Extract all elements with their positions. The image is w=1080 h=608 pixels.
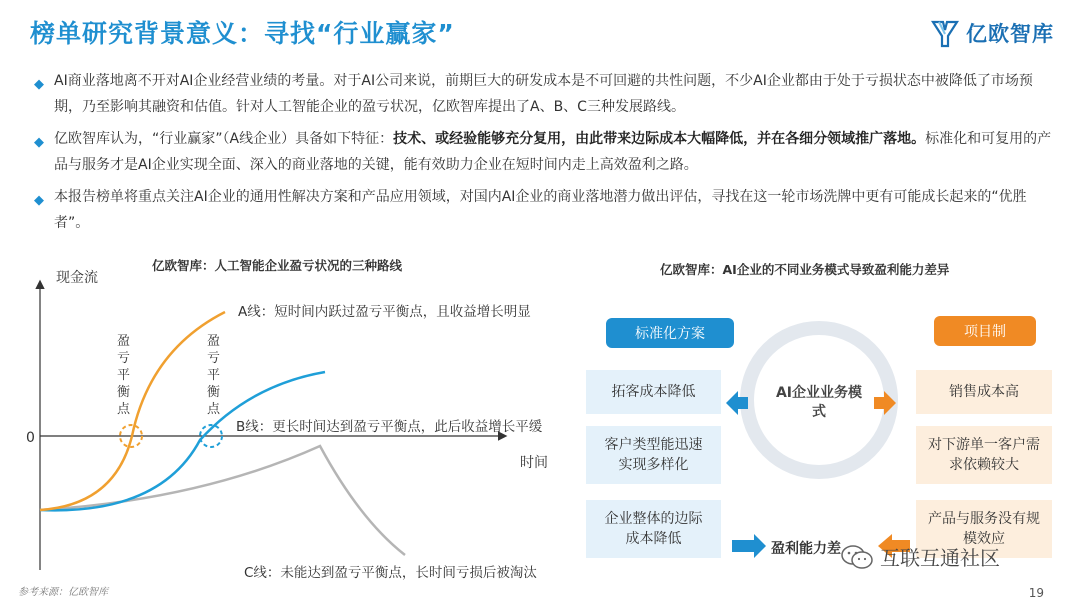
- project-tag: 项目制: [934, 316, 1036, 346]
- standard-solution-tag: 标准化方案: [606, 318, 734, 348]
- bullet-emphasis: 技术、或经验能够充分复用，由此带来边际成本大幅降低，并在各细分领域推广落地。: [393, 131, 926, 147]
- wechat-icon: [840, 544, 874, 570]
- line-a: [40, 312, 225, 510]
- bullet-text: 本报告榜单将重点关注AI企业的通用性解决方案和产品应用领域，对国内AI企业的商业落地潜力做出评估，寻找在这一轮市场洗牌中更有可能成长起来的“优胜者”。: [54, 189, 1027, 231]
- right-diagram-title: 亿欧智库：AI企业的不同业务模式导致盈利能力差异: [660, 262, 950, 277]
- logo-text: 亿欧智库: [966, 22, 1054, 46]
- source-note: 参考来源：亿欧智库: [18, 587, 108, 598]
- x-axis-label: 时间: [520, 455, 548, 471]
- bullet-text: 标准化和可复用的产品与服务才是AI企业实现全面、深入的商业落地的关键，能有效助力企业在短时间内走上高效盈利之路。: [54, 131, 1052, 173]
- bullet-text: AI商业落地离不开对AI企业经营业绩的考量。对于AI公司来说，前期巨大的研发成本是不可回避的共性问题，不少AI企业都由于处于亏损状态中被降低了市场预期，乃至影响其融资和估值。针对人工智能企业的盈亏状况，亿欧智库提出了A、B、C三种发展路线。: [54, 73, 1033, 115]
- line-c-label: C线：未能达到盈亏平衡点，长时间亏损后被淘汰: [244, 565, 537, 581]
- diamond-bullet-icon: ◆: [34, 193, 44, 208]
- right-item-3: 产品与服务没有规模效应: [916, 500, 1052, 558]
- arrow-bottom-left: [732, 534, 766, 558]
- right-item-1: 销售成本高: [916, 370, 1052, 414]
- left-item-2: 客户类型能迅速实现多样化: [586, 426, 721, 484]
- watermark-text: 互联互通社区: [880, 546, 1000, 570]
- watermark: [840, 542, 1000, 571]
- y-axis-label: 现金流: [56, 270, 98, 286]
- page-number: 19: [1028, 586, 1044, 600]
- zero-label: 0: [26, 430, 35, 446]
- left-item-1: 拓客成本降低: [586, 370, 721, 414]
- left-chart-title: 亿欧智库：人工智能企业盈亏状况的三种路线: [152, 258, 403, 273]
- line-a-label: A线：短时间内跃过盈亏平衡点，且收益增长明显: [238, 304, 531, 320]
- bottom-label: 盈利能力差: [771, 541, 841, 557]
- page-title: 榜单研究背景意义：寻找“行业赢家”: [30, 19, 455, 48]
- line-c: [40, 446, 405, 555]
- right-item-2: 对下游单一客户需求依赖较大: [916, 426, 1052, 484]
- breakeven-b-label: 盈亏平衡点: [207, 334, 221, 417]
- bullet-text: 亿欧智库认为，“行业赢家”（A线企业）具备如下特征：: [54, 131, 394, 147]
- left-item-3: 企业整体的边际成本降低: [586, 500, 721, 558]
- diamond-bullet-icon: ◆: [34, 135, 44, 150]
- breakeven-a-label: 盈亏平衡点: [117, 334, 131, 417]
- line-b-label: B线：更长时间达到盈亏平衡点，此后收益增长平缓: [236, 419, 543, 435]
- center-label: AI企业业务模式: [775, 385, 863, 420]
- diamond-bullet-icon: ◆: [34, 77, 44, 92]
